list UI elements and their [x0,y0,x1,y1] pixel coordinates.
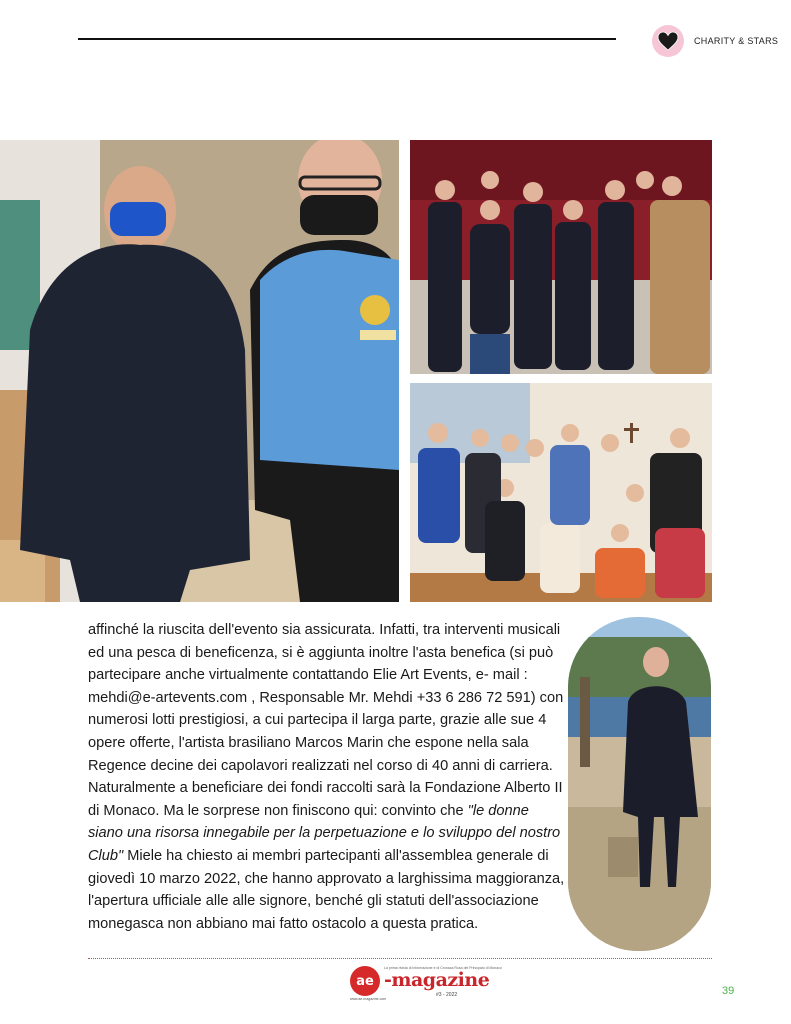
article-text-after-quote: Miele ha chiesto ai membri partecipanti all'assemblea generale di giovedì 10 marzo 2022, che hanno approvato a larghissima maggioranza, l'apertura ufficiale alle alle signore, benché gli statuti dell'associazione monegasca non abbiano mai fatto ostacolo a questa pratica. [88,847,565,932]
footer-rule [88,958,712,959]
logo-issue: #3 - 2022 [436,992,458,998]
photo-icon [568,617,711,951]
heart-badge [652,25,684,57]
logo-site: www.ae-magazine.com [350,997,387,1001]
page-number: 39 [722,985,735,997]
article-text-before-quote: affinché la riuscita dell'evento sia assicurata. Infatti, tra interventi musicali ed una pesca di beneficenza, si è aggiunta inoltre l'asta benefica (si può partecipare anche virtualmente contattando Elie Art Events, e- mail : mehdi@e-artevents.com , Responsable Mr. Mehdi +33 6 286 72 591) con numerosi lotti prestigiosi, a cui partecipa il larga parte, grazie alle sue 4 opere offerte, l'artista brasiliano Marcos Marin che espone nella sala Regence decine dei capolavori realizzati nel corso di 40 anni di carriera. Naturalmente a beneficiare dei fondi raccolti sarà la Fondazione Alberto II di Monaco. Ma le sorprese non finiscono qui: convinto che [88,622,564,819]
heart-icon [657,31,679,51]
photo-icon [410,383,712,602]
header-rule [78,38,616,40]
logo-word: -magazine [384,969,490,991]
article-body [88,619,566,935]
magazine-logo [350,966,502,1002]
section-label: CHARITY & STARS [694,36,779,46]
photo-group-formal [410,140,712,374]
photo-man-by-sea [568,617,711,951]
logo-tagline: La prima rivista di Informazione e di Cronaca Rosa del Principato di Monaco [384,966,502,970]
photo-icon [0,140,399,602]
photo-icon [410,140,712,374]
article-quote: "le donne siano una risorsa innegabile per la perpetuazione e lo sviluppo del nostro Club" [88,802,561,864]
photo-group-children [410,383,712,602]
logo-mark: ae [350,966,380,996]
photo-lions-club-members [0,140,399,602]
